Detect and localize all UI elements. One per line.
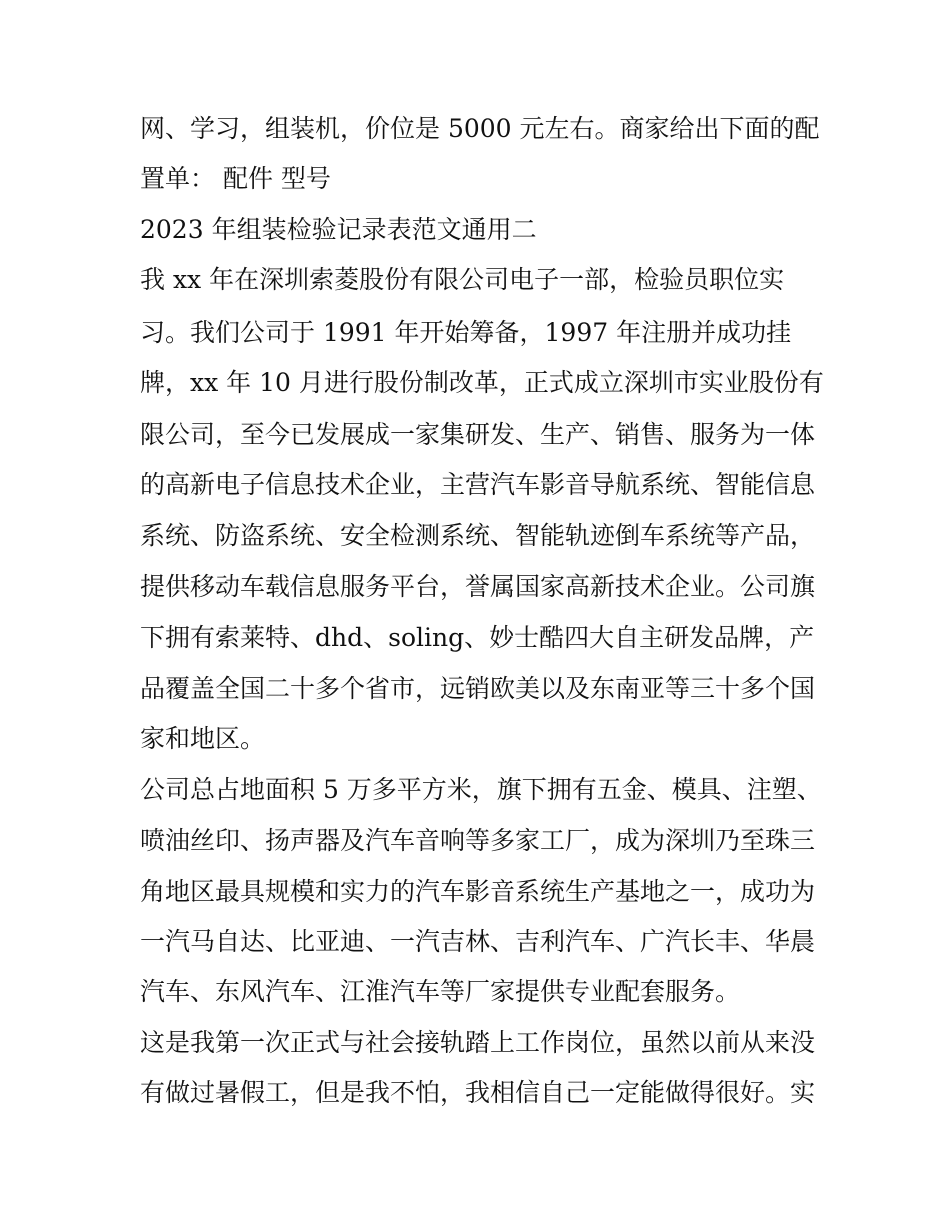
section-heading: 2023 年组装检验记录表范文通用二 bbox=[140, 215, 537, 244]
text-line-15: 喷油丝印、扬声器及汽车音响等多家工厂，成为深圳乃至珠三 bbox=[140, 826, 816, 855]
text-line-2: 置单： 配件 型号 bbox=[140, 164, 331, 193]
text-line-7: 限公司，至今已发展成一家集研发、生产、销售、服务为一体 bbox=[140, 420, 816, 449]
text-line-10: 提供移动车载信息服务平台，誉属国家高新技术企业。公司旗 bbox=[140, 572, 816, 601]
text-line-18: 汽车、东风汽车、江淮汽车等厂家提供专业配套服务。 bbox=[140, 977, 741, 1006]
text-line-4: 我 xx 年在深圳索菱股份有限公司电子一部，检验员职位实 bbox=[140, 265, 785, 294]
text-line-9: 系统、防盗系统、安全检测系统、智能轨迹倒车系统等产品， bbox=[140, 521, 816, 550]
text-line-13: 家和地区。 bbox=[140, 724, 266, 753]
text-line-1: 网、学习，组装机，价位是 5000 元左右。商家给出下面的配 bbox=[140, 114, 820, 143]
text-line-16: 角地区最具规模和实力的汽车影音系统生产基地之一，成功为 bbox=[140, 877, 816, 906]
text-line-5: 习。我们公司于 1991 年开始筹备，1997 年注册并成功挂 bbox=[140, 318, 792, 347]
text-line-8: 的高新电子信息技术企业，主营汽车影音导航系统、智能信息 bbox=[140, 470, 816, 499]
text-line-11: 下拥有索莱特、dhd、soling、妙士酷四大自主研发品牌，产 bbox=[140, 623, 815, 652]
text-line-14: 公司总占地面积 5 万多平方米，旗下拥有五金、模具、注塑、 bbox=[140, 775, 822, 804]
text-line-6: 牌，xx 年 10 月进行股份制改革，正式成立深圳市实业股份有 bbox=[140, 368, 824, 397]
text-line-12: 品覆盖全国二十多个省市，远销欧美以及东南亚等三十多个国 bbox=[140, 674, 816, 703]
text-line-19: 这是我第一次正式与社会接轨踏上工作岗位，虽然以前从来没 bbox=[140, 1028, 816, 1057]
text-line-17: 一汽马自达、比亚迪、一汽吉林、吉利汽车、广汽长丰、华晨 bbox=[140, 927, 816, 956]
text-line-20: 有做过暑假工，但是我不怕，我相信自己一定能做得很好。实 bbox=[140, 1078, 816, 1107]
